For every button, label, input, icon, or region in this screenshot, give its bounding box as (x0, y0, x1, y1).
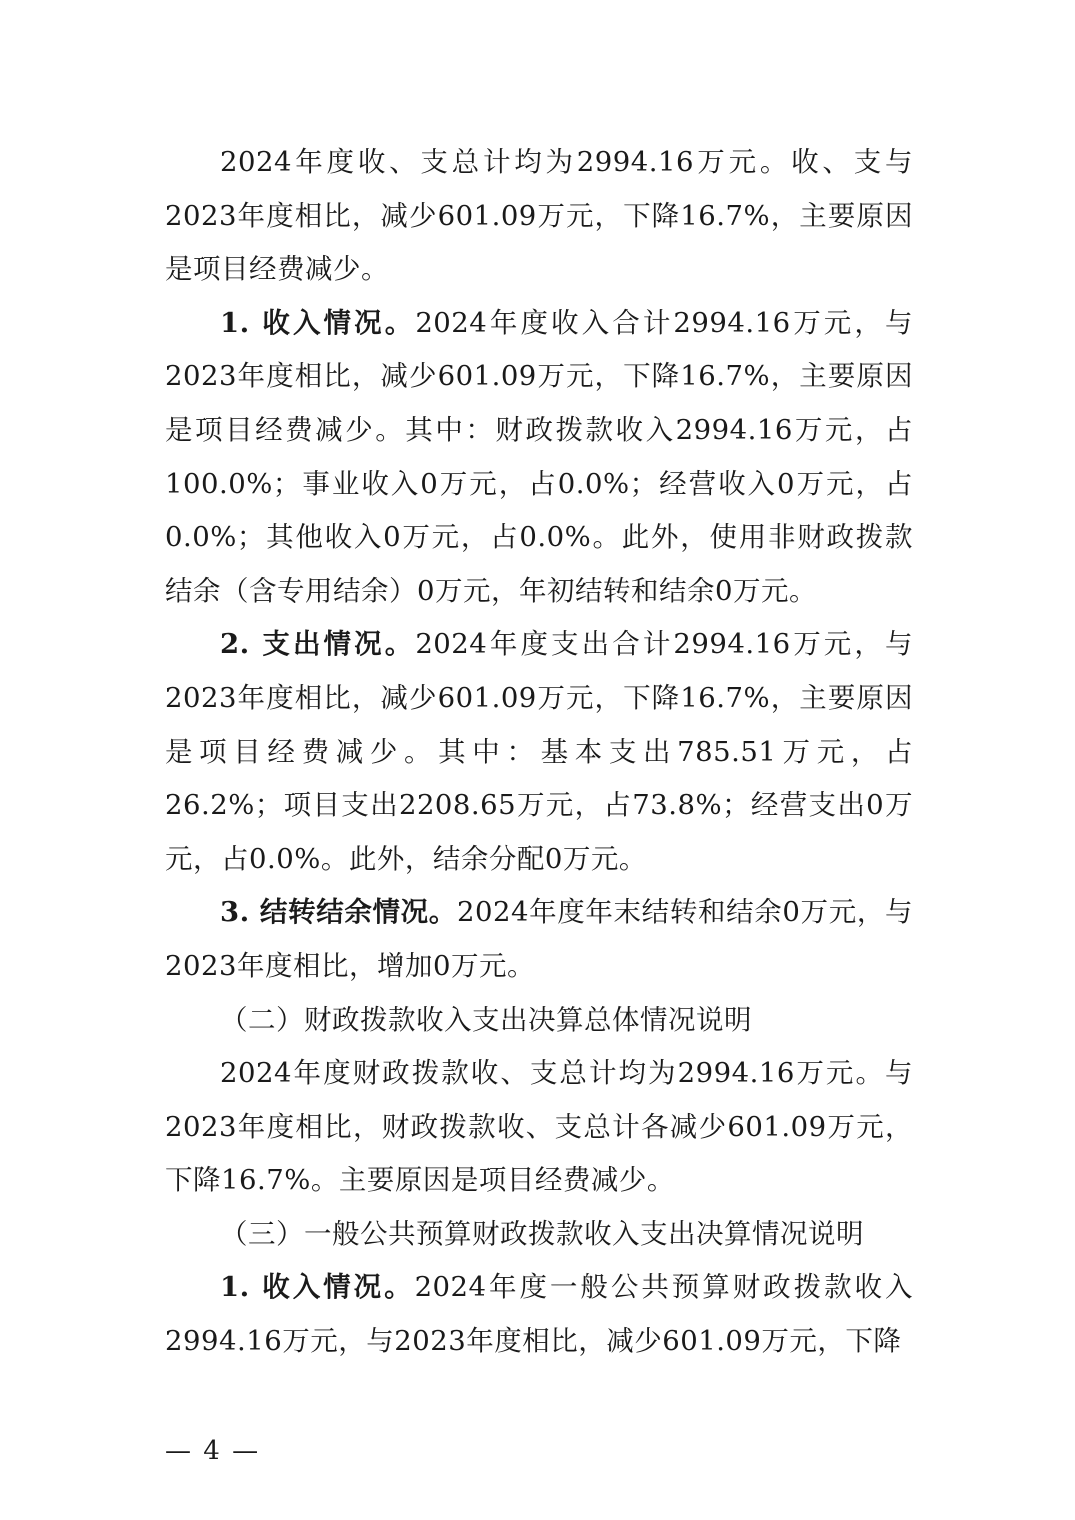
paragraph-summary (165, 136, 913, 297)
paragraph-general-budget-income (165, 1261, 913, 1368)
paragraph-fiscal-overview (165, 1047, 913, 1208)
document-body (165, 136, 913, 1369)
section-heading-fiscal-overview: （二）财政拨款收入支出决算总体情况说明 (220, 1003, 752, 1036)
paragraph-lead: 3. 结转结余情况。 (220, 896, 457, 929)
paragraph-text: 2024年度收、支总计均为2994.16万元。收、支与2023年度相比，减少601.09万元，下降16.7%，主要原因是项目经费减少。 (165, 146, 913, 286)
paragraph-lead: 2. 支出情况。 (220, 628, 416, 661)
paragraph-expenditure (165, 618, 913, 886)
paragraph-text: 2024年度年末结转和结余0万元，与2023年度相比，增加0万元。 (165, 896, 913, 982)
paragraph-lead: 1. 收入情况。 (220, 1271, 415, 1304)
paragraph-carryover (165, 886, 913, 993)
page-number: — 4 — (165, 1436, 261, 1466)
paragraph-text: 2024年度收入合计2994.16万元，与2023年度相比，减少601.09万元，下降16.7%，主要原因是项目经费减少。其中：财政拨款收入2994.16万元，占100.0%；事业收入0万元，占0.0%；经营收入0万元，占0.0%；其他收入0万元，占0.0%。此外，使用非财政拨款结余（含专用结余）0万元，年初结转和结余0万元。 (165, 306, 913, 607)
paragraph-text: 2024年度财政拨款收、支总计均为2994.16万元。与2023年度相比，财政拨款收、支总计各减少601.09万元，下降16.7%。主要原因是项目经费减少。 (165, 1057, 913, 1197)
paragraph-text: 2024年度一般公共预算财政拨款收入2994.16万元，与2023年度相比，减少601.09万元，下降 (165, 1271, 913, 1358)
section-heading-general-budget: （三）一般公共预算财政拨款收入支出决算情况说明 (220, 1217, 864, 1250)
paragraph-income (165, 297, 913, 619)
paragraph-lead: 1. 收入情况。 (220, 306, 416, 339)
paragraph-text: 2024年度支出合计2994.16万元，与2023年度相比，减少601.09万元，下降16.7%，主要原因是项目经费减少。其中：基本支出785.51万元，占26.2%；项目支出2208.65万元，占73.8%；经营支出0万元，占0.0%。此外，结余分配0万元。 (165, 628, 913, 875)
